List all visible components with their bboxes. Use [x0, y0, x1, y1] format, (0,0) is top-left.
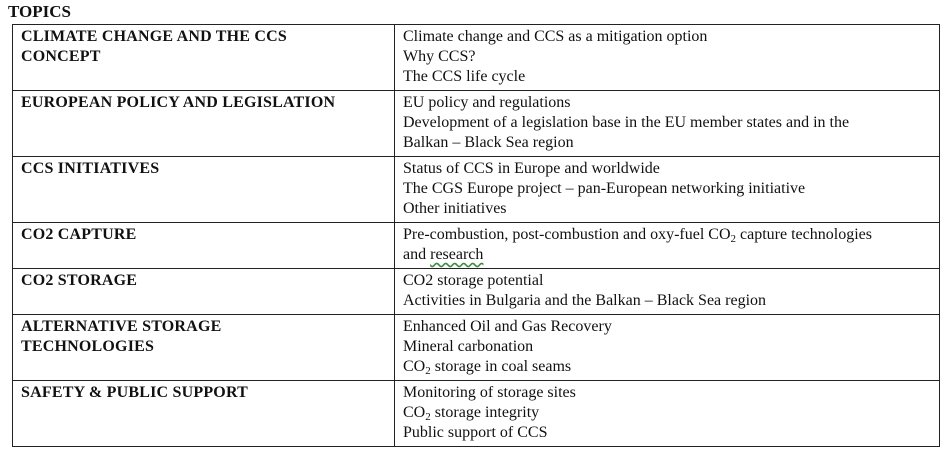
subtopic-squig: research [430, 246, 484, 263]
subtopic-sub: 2 [730, 233, 737, 245]
page-title: TOPICS [8, 2, 71, 21]
subtopic-line: Monitoring of storage sites [403, 384, 576, 401]
topics-table [12, 24, 940, 447]
topic-title-line: CLIMATE CHANGE AND THE CCS [21, 28, 287, 45]
topic-cell [13, 269, 395, 315]
subtopic-pre: Pre-combustion, post-combustion and oxy-fuel CO [403, 226, 731, 243]
subtopic-line: Mineral carbonation [403, 338, 534, 355]
topics-table-body [13, 25, 940, 447]
subtopic-pre: CO [403, 404, 426, 421]
subtopic-line: The CGS Europe project – pan-European networking initiative [403, 180, 806, 197]
table-row [13, 315, 940, 381]
subtopic-line [403, 403, 933, 423]
topic-title-line: CONCEPT [21, 48, 101, 65]
topic-title-line: CO2 CAPTURE [21, 226, 137, 243]
topic-cell [13, 91, 395, 157]
subtopics-cell [395, 269, 940, 315]
topic-cell [13, 381, 395, 447]
subtopics-cell [395, 157, 940, 223]
subtopic-post: storage integrity [430, 404, 540, 421]
subtopic-line: EU policy and regulations [403, 94, 571, 111]
subtopic-line: Development of a legislation base in the EU member states and in the [403, 114, 850, 131]
topic-title-line: CO2 STORAGE [21, 272, 138, 289]
topic-cell [13, 157, 395, 223]
table-row [13, 25, 940, 91]
subtopic-line: Enhanced Oil and Gas Recovery [403, 318, 612, 335]
table-row [13, 269, 940, 315]
subtopic-line: Other initiatives [403, 200, 507, 217]
topic-title-line: EUROPEAN POLICY AND LEGISLATION [21, 94, 336, 111]
subtopic-line: Status of CCS in Europe and worldwide [403, 160, 660, 177]
subtopic-line: Why CCS? [403, 48, 476, 65]
topic-cell [13, 223, 395, 269]
subtopics-cell [395, 315, 940, 381]
subtopic-line: Climate change and CCS as a mitigation option [403, 28, 708, 45]
topic-title-line: SAFETY & PUBLIC SUPPORT [21, 384, 249, 401]
subtopics-cell [395, 25, 940, 91]
topic-cell [13, 25, 395, 91]
subtopics-cell [395, 91, 940, 157]
topic-title-line: TECHNOLOGIES [21, 338, 155, 355]
subtopic-pre: CO [403, 358, 426, 375]
table-row [13, 157, 940, 223]
subtopic-line: Balkan – Black Sea region [403, 134, 574, 151]
subtopic-line [403, 245, 933, 265]
table-row [13, 223, 940, 269]
subtopic-line: Public support of CCS [403, 424, 548, 441]
subtopic-post: storage in coal seams [430, 358, 572, 375]
subtopic-pre: and [403, 246, 431, 263]
subtopic-line [403, 225, 933, 245]
subtopics-cell [395, 381, 940, 447]
subtopic-line [403, 357, 933, 377]
subtopic-line: CO2 storage potential [403, 272, 544, 289]
subtopic-post: capture technologies [736, 226, 872, 243]
subtopics-cell [395, 223, 940, 269]
subtopic-sub: 2 [425, 365, 431, 377]
subtopic-line: The CCS life cycle [403, 68, 526, 85]
table-row [13, 91, 940, 157]
topic-title-line: ALTERNATIVE STORAGE [21, 318, 222, 335]
topic-title-line: CCS INITIATIVES [21, 160, 160, 177]
subtopic-line: Activities in Bulgaria and the Balkan – Black Sea region [403, 292, 767, 309]
subtopic-sub: 2 [425, 411, 431, 423]
table-row [13, 381, 940, 447]
topic-cell [13, 315, 395, 381]
